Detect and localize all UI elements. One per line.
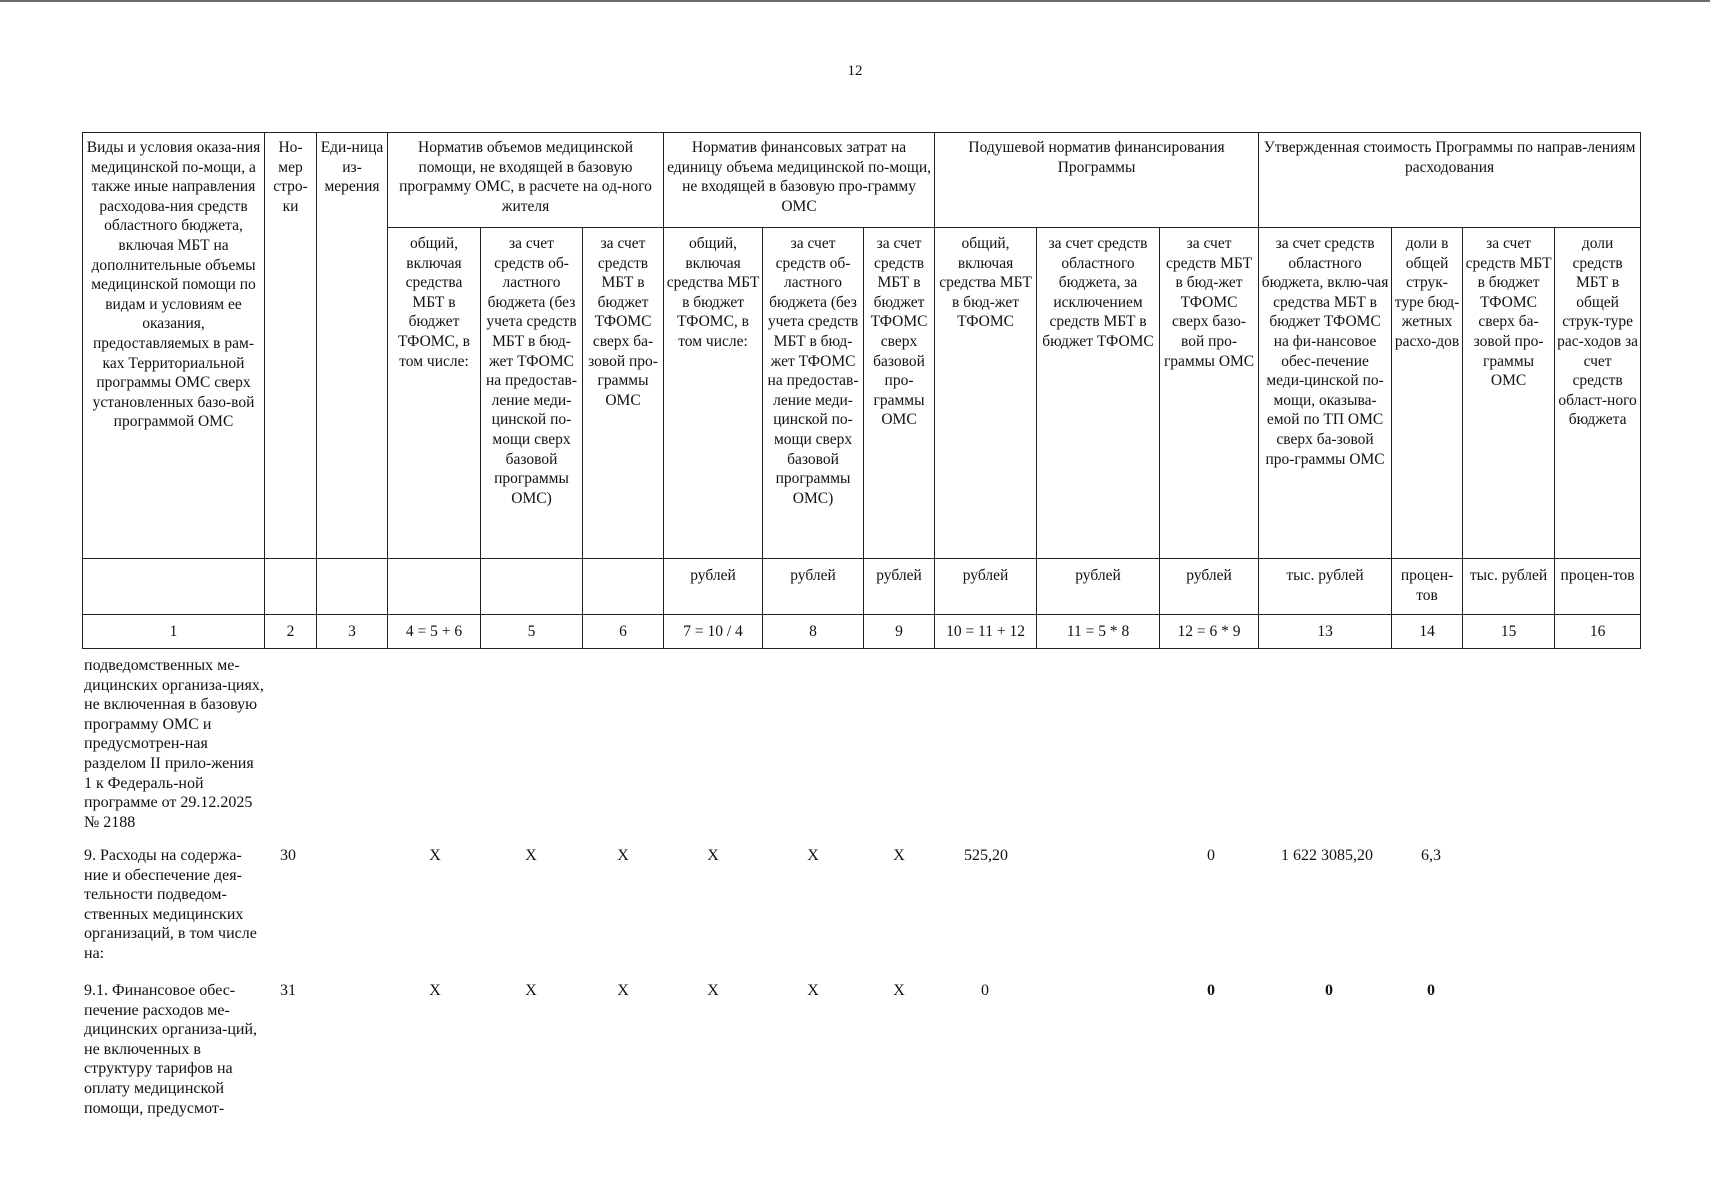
- share-value: 6,3: [1421, 847, 1441, 864]
- header-sub-7: общий, включая средства МБТ в бюджет ТФОМС, в том числе:: [664, 228, 763, 559]
- column-index: 14: [1392, 615, 1463, 649]
- header-sub-4: общий, включая средства МБТ в бюджет ТФОМС, в том числе:: [388, 228, 481, 559]
- column-index: 2: [265, 615, 317, 649]
- header-sub-15: за счет средств МБТ в бюджет ТФОМС сверх ба-зовой про-граммы ОМС: [1463, 228, 1555, 559]
- header-sub-6: за счет средств МБТ в бюджет ТФОМС сверх ба-зовой про-граммы ОМС: [583, 228, 664, 559]
- approved-cost-value: 0: [1325, 982, 1333, 999]
- row-line-number: 30: [280, 847, 296, 864]
- unit-cell: процен-тов: [1392, 559, 1463, 615]
- header-sub-13: за счет средств областного бюджета, вклю-чая средства МБТ в бюджет ТФОМС на фи-нансовое обес-печение меди-цинской по-мощи, оказыва-емой по ТП ОМС сверх ба-зовой про-граммы ОМС: [1259, 228, 1392, 559]
- unit-cell: процен-тов: [1555, 559, 1641, 615]
- header-line-number: Но-мер стро-ки: [265, 133, 317, 559]
- column-index: 4 = 5 + 6: [388, 615, 481, 649]
- unit-cell: тыс. рублей: [1463, 559, 1555, 615]
- column-index: 11 = 5 * 8: [1037, 615, 1160, 649]
- x-mark: X: [525, 982, 537, 999]
- header-cost-norm: Норматив финансовых затрат на единицу объема медицинской по-мощи, не входящей в базовую про-грамму ОМС: [664, 133, 935, 228]
- column-index: 5: [481, 615, 583, 649]
- header-sub-9: за счет средств МБТ в бюджет ТФОМС сверх базовой про-граммы ОМС: [864, 228, 935, 559]
- column-index: 8: [763, 615, 864, 649]
- row-description: 9. Расходы на содержа-ние и обеспечение дея-тельности подведом-ственных медицинских организаций, в том числе на:: [84, 847, 257, 962]
- per-capita-total-value: 0: [981, 982, 989, 999]
- header-sub-10: общий, включая средства МБТ в бюд-жет ТФОМС: [935, 228, 1037, 559]
- unit-cell: рублей: [763, 559, 864, 615]
- x-mark: X: [707, 982, 719, 999]
- x-mark: X: [617, 982, 629, 999]
- row-line-number: 31: [280, 982, 296, 999]
- unit-cell: рублей: [1160, 559, 1259, 615]
- approved-cost-value: 1 622 3085,20: [1281, 847, 1373, 864]
- header-sub-14: доли в общей струк-туре бюд-жетных расхо-дов: [1392, 228, 1463, 559]
- per-capita-total-value: 525,20: [964, 847, 1008, 864]
- share-value: 0: [1427, 982, 1435, 999]
- header-per-capita-norm: Подушевой норматив финансирования Программы: [935, 133, 1259, 228]
- header-sub-16: доли средств МБТ в общей струк-туре рас-ходов за счет средств област-ного бюджета: [1555, 228, 1641, 559]
- unit-cell: [83, 559, 265, 615]
- header-sub-12: за счет средств МБТ в бюд-жет ТФОМС сверх базо-вой про-граммы ОМС: [1160, 228, 1259, 559]
- x-mark: X: [893, 982, 905, 999]
- unit-cell: [583, 559, 664, 615]
- x-mark: X: [893, 847, 905, 864]
- x-mark: X: [807, 982, 819, 999]
- row-description: 9.1. Финансовое обес-печение расходов ме-дицинских организа-ций, не включенных в структуру тарифов на оплату медицинской помощи, предусмот-: [84, 982, 258, 1117]
- header-sub-8: за счет средств об-ластного бюджета (без учета средств МБТ в бюд-жет ТФОМС на предостав-ление меди-цинской по-мощи сверх базовой программы ОМС): [763, 228, 864, 559]
- header-sub-11: за счет средств областного бюджета, за исключением средств МБТ в бюджет ТФОМС: [1037, 228, 1160, 559]
- column-index: 10 = 11 + 12: [935, 615, 1037, 649]
- header-table: [82, 132, 1641, 649]
- unit-cell: рублей: [935, 559, 1037, 615]
- scan-edge: [0, 0, 1710, 2]
- unit-cell: тыс. рублей: [1259, 559, 1392, 615]
- x-mark: X: [429, 982, 441, 999]
- header-unit: Еди-ница из-мерения: [317, 133, 388, 559]
- column-index: 6: [583, 615, 664, 649]
- x-mark: X: [429, 847, 441, 864]
- x-mark: X: [617, 847, 629, 864]
- unit-cell: [317, 559, 388, 615]
- page-number: 12: [847, 63, 863, 79]
- header-sub-5: за счет средств об-ластного бюджета (без учета средств МБТ в бюд-жет ТФОМС на предостав-ление меди-цинской по-мощи сверх базовой программы ОМС): [481, 228, 583, 559]
- column-index: 12 = 6 * 9: [1160, 615, 1259, 649]
- header-volume-norm: Норматив объемов медицинской помощи, не входящей в базовую программу ОМС, в расчете на од-ного жителя: [388, 133, 664, 228]
- x-mark: X: [525, 847, 537, 864]
- column-index: 9: [864, 615, 935, 649]
- unit-cell: [388, 559, 481, 615]
- column-index: 7 = 10 / 4: [664, 615, 763, 649]
- unit-cell: [265, 559, 317, 615]
- column-index: 13: [1259, 615, 1392, 649]
- x-mark: X: [707, 847, 719, 864]
- unit-cell: рублей: [1037, 559, 1160, 615]
- column-index: 15: [1463, 615, 1555, 649]
- unit-cell: рублей: [864, 559, 935, 615]
- x-mark: X: [807, 847, 819, 864]
- column-index: 3: [317, 615, 388, 649]
- unit-cell: [481, 559, 583, 615]
- row-description: подведомственных ме-дицинских организа-циях, не включенная в базовую программу ОМС и предусмотрен-ная разделом II прило-жения 1 к Федераль-ной программе от 29.12.2025 № 2188: [84, 657, 264, 831]
- mbt-per-capita-value: 0: [1207, 982, 1215, 999]
- unit-cell: рублей: [664, 559, 763, 615]
- mbt-per-capita-value: 0: [1207, 847, 1215, 864]
- column-index: 16: [1555, 615, 1641, 649]
- column-index: 1: [83, 615, 265, 649]
- header-approved-cost: Утвержденная стоимость Программы по направ-лениям расходования: [1259, 133, 1641, 228]
- header-kinds-of-care: Виды и условия оказа-ния медицинской по-мощи, а также иные направления расходова-ния средств областного бюджета, включая МБТ на дополнительные объемы медицинской помощи по видам и условиям ее оказания, предоставляемых в рам-ках Территориальной программы ОМС сверх установленных базо-вой программой ОМС: [83, 133, 265, 559]
